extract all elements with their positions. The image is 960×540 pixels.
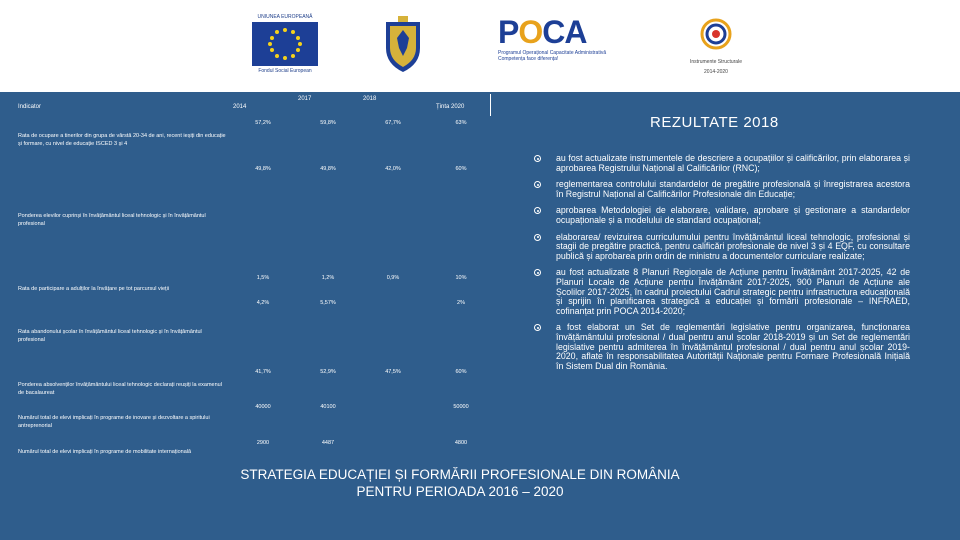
bullet-icon <box>534 207 541 214</box>
table-cell: 1,5% <box>256 275 270 281</box>
results-title: REZULTATE 2018 <box>650 114 779 131</box>
list-item: au fost actualizate 8 Planuri Regionale de Acțiune pentru Învățământ 2017-2025, 42 de Planuri Locale de Acțiune pentru Învățământ 2017-2025, 900 Planuri de Acțiune ale Școlilor 2017-2025, în cadrul proiectului Cadrul strategic pentru infrastructura educațională și sprijin în planificarea strategică a educației și formării profesionale – INFRAED, cofinanțat prin POCA 2014-2020; <box>534 268 910 316</box>
bullet-icon <box>534 181 541 188</box>
header-divider <box>490 94 491 116</box>
table-cell: 57,2% <box>255 120 271 126</box>
table-cell: 49,8% <box>320 166 336 172</box>
header-target-2020: Ținta 2020 <box>436 104 465 110</box>
eu-logo <box>250 14 320 76</box>
logo-strip <box>0 0 960 92</box>
structural-instruments-icon <box>686 14 746 50</box>
table-cell: 5,57% <box>320 300 336 306</box>
header-2014: 2014 <box>233 104 247 110</box>
header-2017: 2017 <box>298 96 312 102</box>
strategy-title-line-1: STRATEGIA EDUCAȚIEI ȘI FORMĂRII PROFESIONALE DIN ROMÂNIA <box>240 467 680 482</box>
poca-wordmark: POCA <box>498 14 587 50</box>
strategy-title <box>210 466 710 500</box>
table-row-label: Rata de participare a adulților la învățare pe tot parcursul vieții <box>18 286 170 292</box>
list-item: au fost actualizate instrumentele de descriere a ocupațiilor și calificărilor, prin elaborarea și aprobarea Registrului Național al Calificărilor (RNC); <box>534 154 910 173</box>
structural-instruments-logo <box>680 14 752 76</box>
header-2018: 2018 <box>363 96 377 102</box>
list-item: elaborarea/ revizuirea curriculumului pentru învățământul liceal tehnologic, profesional și stagii de pregătire practică, pentru calificări profesionale de nivel 3 și 4 EQF, cu consultare publică și aprobarea prin ordin de ministru a documentelor curriculare realizate; <box>534 233 910 262</box>
table-cell: 4,2% <box>256 300 270 306</box>
table-cell: 60% <box>455 369 467 375</box>
table-cell: 63% <box>455 120 467 126</box>
bullet-icon <box>534 155 541 162</box>
table-row-label: Numărul total de elevi implicați în programe de inovare și dezvoltare a spiritului antreprenorial <box>18 415 210 429</box>
table-row-label: Ponderea elevilor cuprinși în învățământul liceal tehnologic și în învățământul profesional <box>18 213 206 227</box>
bullet-icon <box>534 269 541 276</box>
list-item: reglementarea controlului standardelor de pregătire profesională și înregistrarea acestora în Registrul Național al Calificărilor Profesionale din Educație; <box>534 180 910 199</box>
table-row-label: Rata de ocupare a tinerilor din grupa de vârstă 20-34 de ani, recent ieșiți din educație și formare, cu nivel de educație ISCED 3 și 4 <box>18 133 226 147</box>
table-cell: 2% <box>457 300 465 306</box>
list-item: aprobarea Metodologiei de elaborare, validare, aprobare și gestionare a standardelor ocupaționale și a modelului de standard ocupațional; <box>534 206 910 225</box>
table-cell: 52,9% <box>320 369 336 375</box>
table-cell: 2900 <box>256 440 270 446</box>
ins-caption-1: Instrumente Structurale <box>690 59 742 65</box>
table-cell: 40000 <box>255 404 271 410</box>
government-crest-icon <box>380 14 426 76</box>
eu-flag-icon <box>252 22 318 66</box>
table-cell: 42,0% <box>385 166 401 172</box>
eu-caption-bottom: Fondul Social European <box>258 68 312 74</box>
table-cell: 50000 <box>453 404 469 410</box>
table-cell: 41,7% <box>255 369 271 375</box>
eu-caption-top: UNIUNEA EUROPEANĂ <box>257 14 313 20</box>
table-cell: 1,2% <box>321 275 335 281</box>
table-cell: 0,9% <box>386 275 400 281</box>
table-row-label: Numărul total de elevi implicați în programe de mobilitate internațională <box>18 449 192 455</box>
strategy-title-line-2: PENTRU PERIOADA 2016 – 2020 <box>356 484 564 499</box>
table-cell: 10% <box>455 275 467 281</box>
table-cell: 40100 <box>320 404 336 410</box>
bullet-icon <box>534 234 541 241</box>
ins-caption-2: 2014-2020 <box>704 69 728 75</box>
table-row-label: Ponderea absolvenților învățământului liceal tehnologic declarați reușiți la examenul de bacalaureat <box>18 382 222 396</box>
table-cell: 49,8% <box>255 166 271 172</box>
poca-subtitle: Programul Operațional Capacitate Administrativă <box>498 50 607 56</box>
results-list <box>534 154 910 378</box>
poca-logo <box>498 14 650 76</box>
table-cell: 4487 <box>321 440 335 446</box>
table-cell: 60% <box>455 166 467 172</box>
table-cell: 4800 <box>454 440 468 446</box>
list-item: a fost elaborat un Set de reglementări legislative pentru organizarea, funcționarea învățământului profesional / dual pentru anul școlar 2018-2019 și un Set de reglementări legislative pentru admiterea în învățământul profesional / dual pentru anul școlar 2019-2020, aflate în responsabilitatea Autorității Naționale pentru Formare Profesională Inițială în Sistem Dual din România. <box>534 323 910 371</box>
header-indicator: Indicator <box>18 104 42 110</box>
bullet-icon <box>534 324 541 331</box>
poca-slogan: Competența face diferența! <box>498 56 559 62</box>
table-cell: 59,8% <box>320 120 336 126</box>
table-cell: 47,5% <box>385 369 401 375</box>
table-row-label: Rata abandonului școlar în învățământul liceal tehnologic și în învățământul profesional <box>18 329 202 343</box>
table-cell: 67,7% <box>385 120 401 126</box>
